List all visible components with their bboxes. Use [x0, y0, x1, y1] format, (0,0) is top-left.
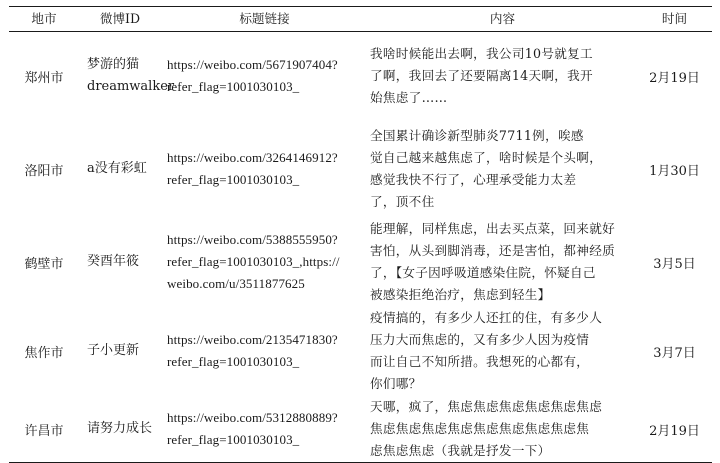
content-line: 了，顶不住 [370, 194, 435, 209]
cell-city: 鹤壁市 [24, 256, 64, 272]
weibo-id-line: 梦游的猫 [87, 57, 140, 72]
cell-link [161, 120, 368, 218]
cell-time: 3月5日 [653, 256, 696, 272]
weibo-id-line: 子小更新 [87, 343, 140, 358]
cell-weibo-id [79, 218, 161, 306]
link-line: refer_flag=1001030103_ [167, 79, 300, 94]
content-line: 害怕，从头到脚消毒，还是害怕，都神经质 [370, 243, 615, 258]
table-row [9, 396, 712, 463]
weibo-id-line: 癸酉年筱 [87, 254, 140, 269]
link-line: https://weibo.com/5671907404? [167, 57, 338, 72]
link-line: https://weibo.com/2135471830? [167, 332, 338, 347]
cell-city: 许昌市 [9, 396, 79, 463]
table-row [9, 218, 712, 306]
link-line: https://weibo.com/5388555950? [167, 232, 338, 247]
header-city: 地市 [9, 7, 79, 32]
content-line: 能理解，同样焦虑，出去买点菜，回来就好 [370, 221, 615, 236]
weibo-id-line: 请努力成长 [87, 421, 153, 436]
cell-city: 洛阳市 [24, 163, 64, 179]
link-line: refer_flag=1001030103_ [167, 172, 300, 187]
table-row [9, 120, 712, 218]
cell-content [368, 306, 637, 396]
content-line: 你们哪？ [370, 376, 422, 391]
cell-time: 2月19日 [649, 70, 700, 86]
weibo-data-table [9, 6, 712, 463]
table-body [9, 32, 712, 463]
link-line: weibo.com/u/3511877625 [167, 276, 305, 291]
cell-weibo-id [79, 32, 175, 121]
table-row [9, 306, 712, 396]
content-line: 全国累计确诊新型肺炎7711例，唉感 [370, 128, 584, 143]
link-line: https://weibo.com/5312880889? [167, 410, 338, 425]
cell-link [161, 306, 368, 396]
cell-time: 1月30日 [649, 163, 700, 179]
cell-weibo-id [79, 396, 161, 463]
content-line: 觉自己越来越焦虑了，啥时候是个头啊， [370, 150, 603, 165]
cell-link [161, 218, 368, 306]
content-line: 焦虑焦虑焦虑焦虑焦虑焦虑焦虑焦虑焦 [370, 421, 590, 436]
header-content: 内容 [368, 7, 637, 32]
cell-weibo-id [79, 120, 161, 218]
header-weibo-id: 微博ID [79, 7, 161, 32]
content-line: 疫情搞的，有多少人还扛的住，有多少人 [370, 310, 603, 325]
table-header [9, 7, 712, 32]
content-line: 我啥时候能出去啊，我公司10号就复工 [370, 46, 593, 61]
weibo-id-line: a没有彩虹 [87, 161, 147, 176]
cell-time: 3月7日 [653, 345, 696, 361]
content-line: 了，【女子因呼吸道感染住院，怀疑自己 [370, 265, 596, 280]
cell-link [161, 396, 368, 463]
cell-weibo-id [79, 306, 161, 396]
cell-content [368, 396, 637, 463]
header-time: 时间 [637, 7, 712, 32]
content-line: 天哪，疯了，焦虑焦虑焦虑焦虑焦虑焦虑 [370, 399, 603, 414]
table-row [9, 32, 712, 121]
link-line: refer_flag=1001030103_ [167, 354, 300, 369]
content-line: 虑焦虑焦虑（我就是抒发一下） [370, 443, 551, 458]
link-line: refer_flag=1001030103_,https:// [167, 254, 340, 269]
header-row [9, 7, 712, 32]
cell-link [161, 32, 368, 121]
cell-content [368, 218, 637, 306]
cell-content [368, 32, 637, 121]
cell-city: 焦作市 [24, 345, 64, 361]
content-line: 被感染拒绝治疗，焦虑到轻生】 [370, 287, 551, 302]
link-line: https://weibo.com/3264146912? [167, 150, 338, 165]
header-link: 标题链接 [161, 7, 368, 32]
content-line: 压力大而焦虑的，又有多少人因为疫情 [370, 332, 590, 347]
content-line: 而让自己不知所措。我想死的心都有， [370, 354, 590, 369]
cell-time: 2月19日 [637, 396, 712, 463]
cell-content [368, 120, 637, 218]
cell-city: 郑州市 [24, 70, 64, 86]
content-line: 感觉我快不行了，心理承受能力太差 [370, 172, 577, 187]
content-line: 始焦虑了…… [370, 90, 448, 105]
link-line: refer_flag=1001030103_ [167, 432, 300, 447]
content-line: 了啊，我回去了还要隔离14天啊，我开 [370, 68, 593, 83]
weibo-id-line: dreamwalker [87, 79, 175, 94]
